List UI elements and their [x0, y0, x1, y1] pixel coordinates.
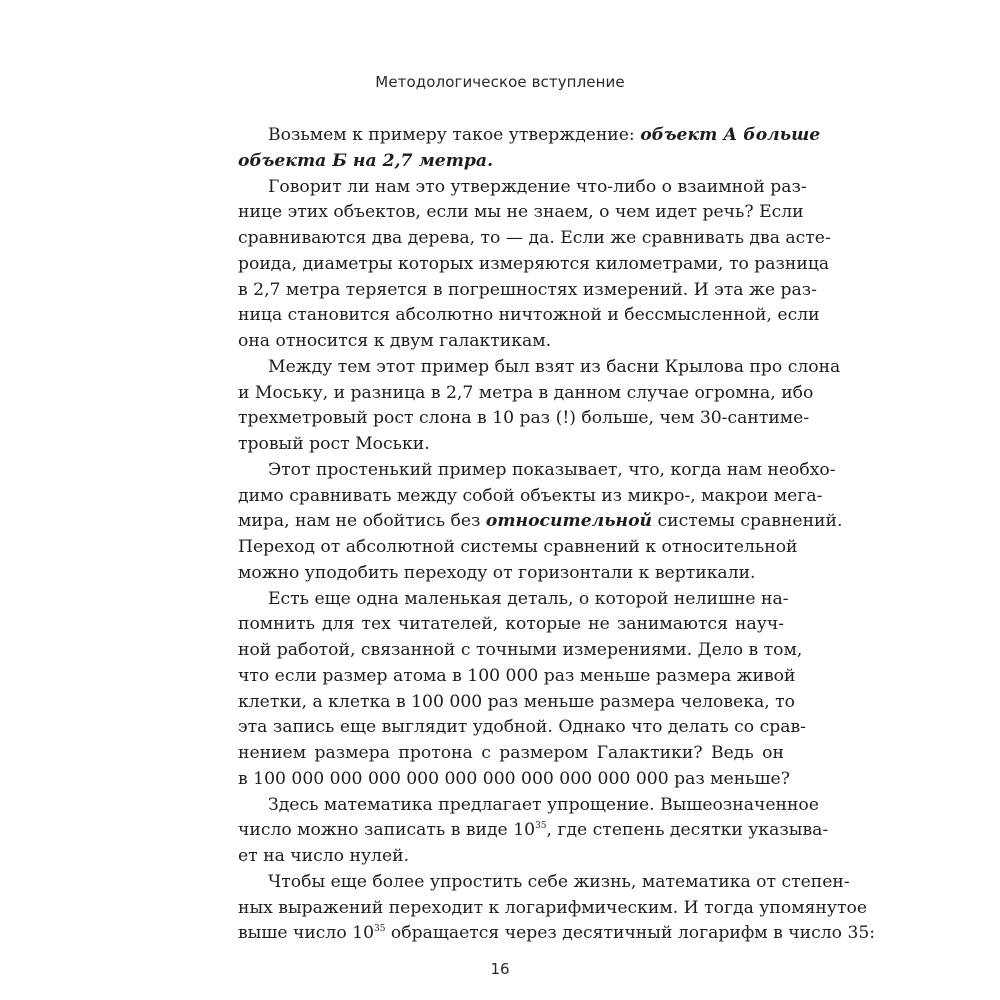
- text-run: в 2,7 метра теряется в погрешностях измерений. И эта же раз-: [238, 279, 817, 300]
- text-run: в 100 000 000 000 000 000 000 000 000 000 000 раз меньше?: [238, 768, 790, 789]
- text-run: Этот простенький пример показывает, что, когда нам необхо-: [268, 459, 836, 480]
- text-run: Здесь математика предлагает упрощение. Вышеозначенное: [268, 794, 819, 815]
- emphasis-text: объект А больше: [640, 125, 821, 145]
- text-run: ной работой, связанной с точными измерениями. Дело в том,: [238, 640, 803, 660]
- text-line: [238, 639, 803, 661]
- text-run: димо сравнивать между собой объекты из микро-, макрои мега-: [238, 485, 823, 506]
- text-line: [238, 304, 820, 326]
- text-line: [238, 691, 795, 713]
- text-line: [238, 330, 784, 352]
- text-run: Говорит ли нам это утверждение что-либо о взаимной раз-: [268, 176, 807, 197]
- text-line: [238, 588, 789, 610]
- text-run: мира, нам не обойтись без: [238, 511, 486, 532]
- text-run: ница становится абсолютно ничтожной и бессмысленной, если: [238, 305, 820, 326]
- text-run: нице этих объектов, если мы не знаем, о чем идет речь? Если: [238, 202, 804, 223]
- text-run: Возьмем к примеру такое утверждение:: [268, 125, 641, 145]
- text-line: [238, 665, 796, 687]
- text-line: [238, 176, 807, 198]
- superscript: 35: [374, 924, 386, 935]
- text-run: обращается через десятичный логарифм в число 35:: [385, 923, 876, 944]
- text-run: можно уподобить переходу от горизонтали к вертикали.: [238, 562, 756, 583]
- text-run: сравниваются два дерева, то — да. Если же сравнивать два асте-: [238, 228, 831, 248]
- text-run: Переход от абсолютной системы сравнений к относительной: [238, 537, 798, 557]
- text-line: [238, 794, 819, 816]
- text-run: ных выражений переходит к логарифмическим. И тогда упомянутое: [238, 897, 868, 918]
- text-line: [238, 433, 784, 455]
- text-run: системы сравнений.: [652, 511, 843, 532]
- text-line: [238, 922, 876, 944]
- text-line: [238, 124, 821, 146]
- text-line: [238, 279, 817, 301]
- text-line: [238, 510, 843, 532]
- text-line: [238, 742, 784, 764]
- text-run: ет на число нулей.: [238, 846, 410, 866]
- emphasis-text: относительной: [485, 511, 653, 532]
- text-run: выше число 10: [238, 923, 375, 944]
- text-line: [238, 485, 823, 507]
- text-run: она относится к двум галактикам.: [238, 331, 552, 351]
- text-run: , где степень десятки указыва-: [546, 820, 829, 841]
- text-line: [238, 536, 798, 558]
- text-run: помнить для тех читателей, которые не занимаются науч-: [238, 614, 784, 635]
- text-run: трехметровый рост слона в 10 раз (!) больше, чем 30-сантиме-: [238, 408, 810, 429]
- text-line: [238, 150, 784, 172]
- text-run: тровый рост Моськи.: [238, 434, 430, 454]
- text-line: [238, 897, 868, 919]
- text-line: [238, 819, 829, 841]
- text-line: [238, 356, 841, 378]
- text-line: [238, 613, 784, 635]
- text-run: роида, диаметры которых измеряются километрами, то разница: [238, 253, 830, 274]
- text-run: Чтобы еще более упростить себе жизнь, математика от степен-: [268, 871, 850, 892]
- text-line: [238, 716, 806, 738]
- page-number: 16: [490, 960, 510, 978]
- text-run: клетки, а клетка в 100 000 раз меньше размера человека, то: [238, 691, 795, 712]
- text-line: [238, 871, 850, 893]
- emphasis-text: объекта Б на 2,7 метра.: [238, 150, 494, 171]
- text-line: [238, 459, 836, 481]
- text-run: и Моську, и разница в 2,7 метра в данном случае огромна, ибо: [238, 382, 814, 403]
- text-run: что если размер атома в 100 000 раз меньше размера живой: [238, 665, 796, 686]
- text-run: Между тем этот пример был взят из басни Крылова про слона: [268, 356, 841, 377]
- text-line: [238, 382, 814, 404]
- text-run: число можно записать в виде 10: [238, 820, 536, 841]
- text-line: [238, 253, 830, 275]
- text-run: нением размера протона с размером Галактики? Ведь он: [238, 743, 784, 763]
- text-line: [238, 201, 804, 223]
- text-line: [238, 407, 810, 429]
- text-line: [238, 227, 831, 249]
- running-header: Методологическое вступление: [375, 73, 625, 91]
- text-line: [238, 768, 790, 790]
- text-run: Есть еще одна маленькая деталь, о которой нелишне на-: [268, 588, 789, 609]
- superscript: 35: [535, 821, 547, 832]
- text-run: эта запись еще выглядит удобной. Однако что делать со срав-: [238, 717, 806, 738]
- text-line: [238, 845, 784, 867]
- text-line: [238, 562, 784, 584]
